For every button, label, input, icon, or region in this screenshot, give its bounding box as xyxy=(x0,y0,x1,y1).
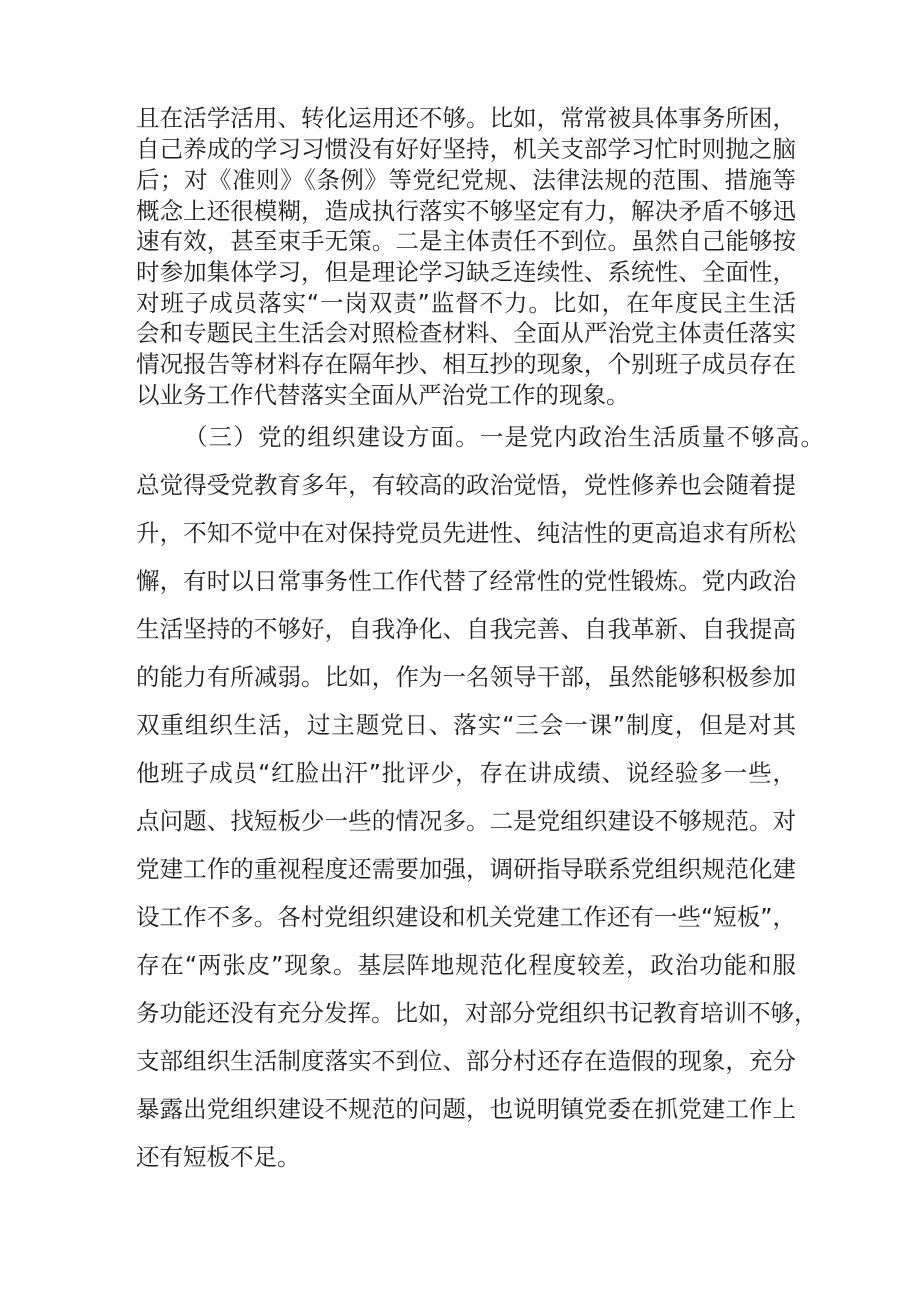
paragraph-line: 点问题、找短板少一些的情况多。二是党组织建设不够规范。对 xyxy=(136,807,796,835)
paragraph-line: 支部组织生活制度落实不到位、部分村还存在造假的现象，充分 xyxy=(136,1047,796,1075)
paragraph-line: 生活坚持的不够好，自我净化、自我完善、自我革新、自我提高 xyxy=(136,615,796,643)
paragraph-line: 党建工作的重视程度还需要加强，调研指导联系党组织规范化建 xyxy=(136,855,796,883)
paragraph-line: 双重组织生活，过主题党日、落实“三会一课”制度，但是对其 xyxy=(136,711,796,739)
paragraph-line: 速有效，甚至束手无策。二是主体责任不到位。虽然自己能够按 xyxy=(136,227,796,255)
paragraph-line: 以业务工作代替落实全面从严治党工作的现象。 xyxy=(136,381,630,409)
paragraph-line: 暴露出党组织建设不规范的问题，也说明镇党委在抓党建工作上 xyxy=(136,1095,796,1123)
paragraph-line: 概念上还很模糊，造成执行落实不够坚定有力，解决矛盾不够迅 xyxy=(136,197,796,225)
paragraph-line: 总觉得受党教育多年，有较高的政治觉悟，党性修养也会随着提 xyxy=(136,471,796,499)
paragraph-line: 存在“两张皮”现象。基层阵地规范化程度较差，政治功能和服 xyxy=(136,951,796,979)
paragraph-line: 且在活学活用、转化运用还不够。比如，常常被具体事务所困， xyxy=(136,104,796,132)
paragraph-line: 情况报告等材料存在隔年抄、相互抄的现象，个别班子成员存在 xyxy=(136,350,796,378)
paragraph-line: 时参加集体学习，但是理论学习缺乏连续性、系统性、全面性， xyxy=(136,258,796,286)
paragraph-line: 后；对《准则》《条例》等党纪党规、法律法规的范围、措施等 xyxy=(136,166,796,194)
paragraph-line: 对班子成员落实“一岗双责”监督不力。比如，在年度民主生活 xyxy=(136,289,796,317)
paragraph-line: 还有短板不足。 xyxy=(136,1143,301,1171)
paragraph-line: 会和专题民主生活会对照检查材料、全面从严治党主体责任落实 xyxy=(136,319,796,347)
paragraph-line: 的能力有所减弱。比如，作为一名领导干部，虽然能够积极参加 xyxy=(136,663,796,691)
section-heading: （三）党的组织建设方面。一是党内政治生活质量不够高。 xyxy=(184,423,824,451)
paragraph-line: 自己养成的学习习惯没有好好坚持，机关支部学习忙时则抛之脑 xyxy=(136,135,796,163)
paragraph-line: 升，不知不觉中在对保持党员先进性、纯洁性的更高追求有所松 xyxy=(136,519,796,547)
paragraph-line: 设工作不多。各村党组织建设和机关党建工作还有一些“短板”， xyxy=(136,903,796,931)
paragraph-line: 他班子成员“红脸出汗”批评少，存在讲成绩、说经验多一些， xyxy=(136,759,796,787)
paragraph-line: 懈，有时以日常事务性工作代替了经常性的党性锻炼。党内政治 xyxy=(136,567,796,595)
paragraph-line: 务功能还没有充分发挥。比如，对部分党组织书记教育培训不够， xyxy=(136,999,818,1027)
